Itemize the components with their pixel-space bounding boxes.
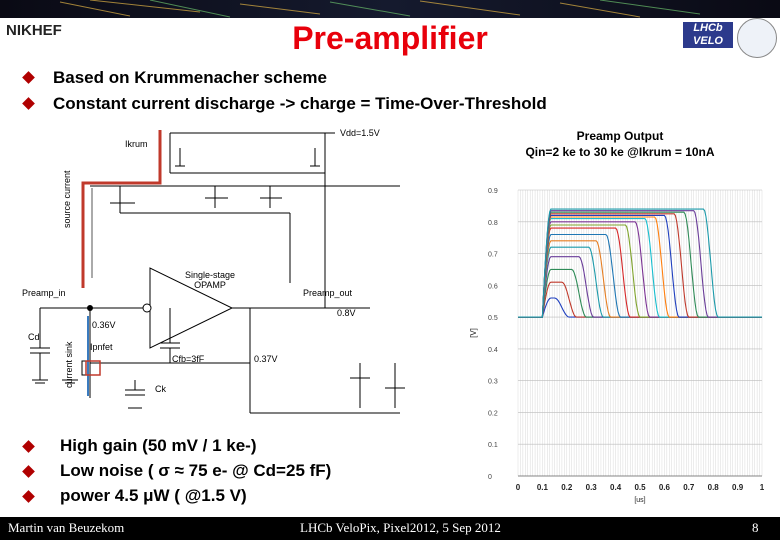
x-tick-label: 0.5 (634, 483, 646, 492)
y-tick-label: 0.2 (488, 410, 498, 418)
chart-title-line2: Qin=2 ke to 30 ke @Ikrum = 10nA (525, 145, 715, 159)
x-tick-label: 0.8 (707, 483, 719, 492)
nikhef-logo: NIKHEF (6, 22, 62, 39)
lhcb-logo: LHCb VELO (683, 22, 733, 48)
y-tick-label: 0.1 (488, 442, 498, 450)
label-ck: Ck (155, 384, 166, 394)
top-bullet-1: Based on Krummenacher scheme (53, 68, 327, 87)
preamp-output-chart (469, 178, 770, 504)
label-037v: 0.37V (254, 354, 278, 364)
x-tick-label: 0.7 (683, 483, 695, 492)
chart-title-line1: Preamp Output (576, 129, 664, 143)
label-sink-current: current sink (64, 341, 74, 388)
footer-event: LHCb VeloPix, Pixel2012, 5 Sep 2012 (300, 520, 501, 535)
y-axis-label: [V] (469, 328, 478, 338)
round-logo (737, 18, 777, 58)
x-tick-label: 0.3 (585, 483, 597, 492)
bottom-bullet-1: High gain (50 mV / 1 ke-) (60, 436, 257, 455)
y-tick-label: 0.6 (488, 283, 498, 291)
x-tick-label: 0.6 (658, 483, 670, 492)
label-cfb: Cfb=3fF (172, 354, 205, 364)
bullet-icon (22, 440, 35, 453)
bullet-icon (22, 97, 35, 110)
label-source-current: source current (62, 170, 72, 228)
label-036v: 0.36V (92, 320, 116, 330)
bottom-bullet-3: power 4.5 μW ( @1.5 V) (60, 486, 247, 505)
x-tick-label: 0.2 (561, 483, 573, 492)
x-axis-label: [us] (634, 497, 646, 504)
page-number: 8 (752, 520, 759, 535)
label-preamp-out: Preamp_out (303, 288, 353, 298)
bullet-icon (22, 490, 35, 503)
top-bullet-2: Constant current discharge -> charge = Time-Over-Threshold (53, 94, 547, 113)
y-tick-label: 0.3 (488, 378, 498, 386)
label-ipnfet: Ipnfet (90, 342, 113, 352)
y-tick-label: 0.4 (488, 346, 498, 354)
x-tick-label: 1 (759, 483, 765, 492)
slide-title: Pre-amplifier (292, 20, 488, 56)
chart-title (470, 128, 770, 160)
y-tick-label: 0.7 (488, 251, 498, 259)
x-tick-label: 0.9 (732, 483, 744, 492)
label-preamp-in: Preamp_in (22, 288, 66, 298)
label-cd: Cd (28, 332, 40, 342)
y-tick-label: 0.9 (488, 188, 498, 195)
label-ikrum: Ikrum (125, 139, 148, 149)
bullet-icon (22, 71, 35, 84)
y-tick-label: 0.5 (488, 315, 498, 323)
y-tick-label: 0 (488, 474, 492, 481)
x-tick-label: 0.1 (536, 483, 548, 492)
bottom-bullet-2: Low noise ( σ ≈ 75 e- @ Cd=25 fF) (60, 461, 332, 480)
label-vdd: Vdd=1.5V (340, 128, 380, 138)
label-08v: 0.8V (337, 308, 356, 318)
label-opamp: Single-stage OPAMP (184, 270, 236, 290)
y-tick-label: 0.8 (488, 219, 498, 227)
x-tick-label: 0 (515, 483, 521, 492)
x-tick-label: 0.4 (610, 483, 622, 492)
bullet-icon (22, 465, 35, 478)
footer-author: Martin van Beuzekom (8, 520, 125, 535)
